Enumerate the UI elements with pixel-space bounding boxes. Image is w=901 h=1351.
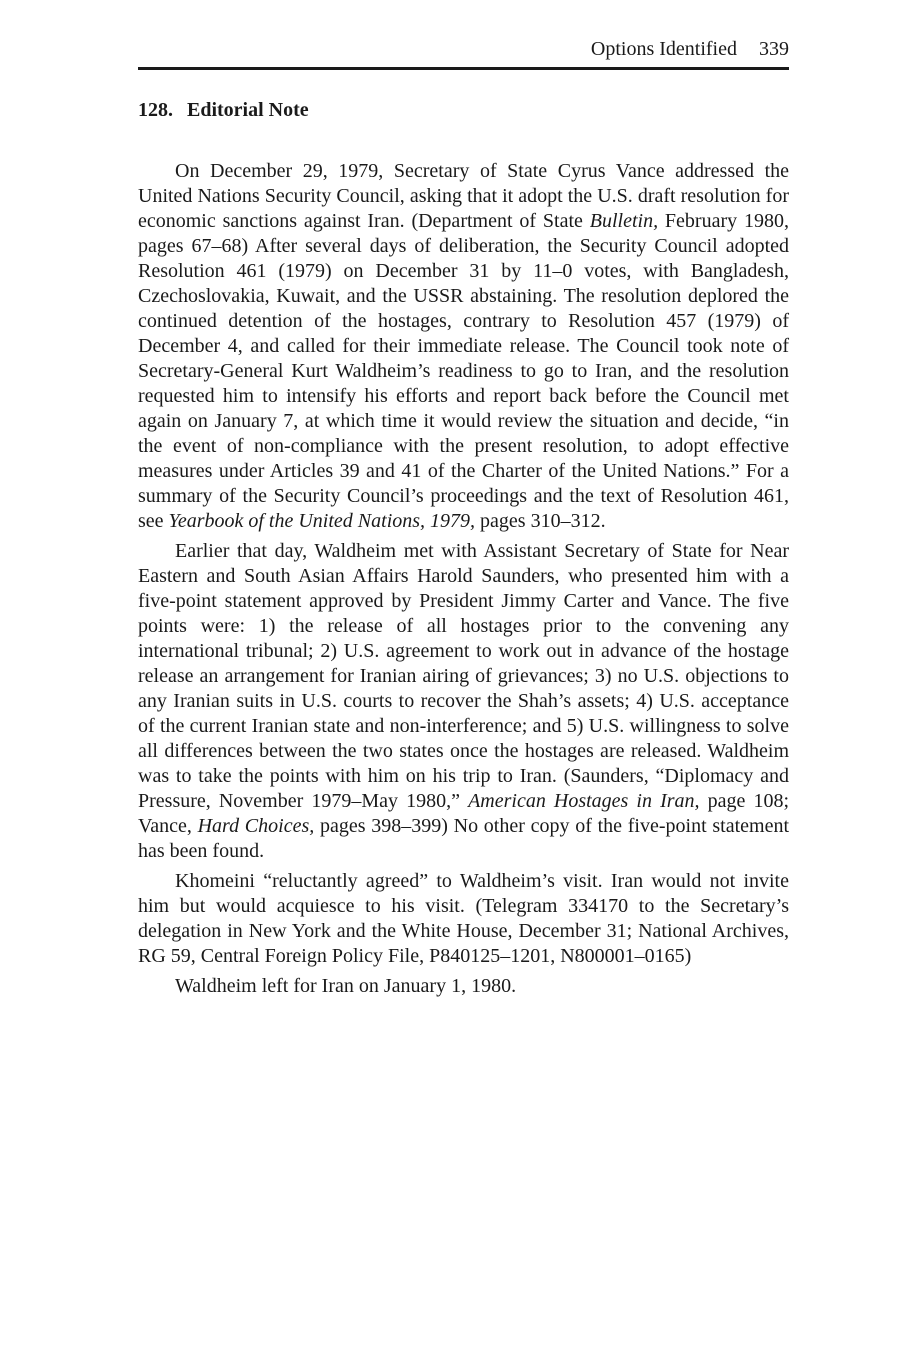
text-run: Khomeini “reluctantly agreed” to Waldheim’s visit. Iran would not invite him but would acquiesce to his visit. (Telegram 334170 to the Secretary’s delegation in New York and the White House, December 31; National Archives, RG 59, Central Foreign Policy File, P840125–1201, N800001–0165)	[138, 870, 789, 967]
text-run: Waldheim left for Iran on January 1, 1980.	[175, 975, 517, 997]
running-header	[138, 36, 789, 64]
text-run: pages 398–399) No other copy of the five-point statement has been found.	[138, 815, 790, 862]
paragraph	[138, 539, 789, 864]
document-number: 128.	[138, 99, 173, 121]
paragraph	[138, 159, 789, 534]
running-title: Options Identified	[590, 38, 737, 60]
text-run: Earlier that day, Waldheim met with Assistant Secretary of State for Near Eastern and South Asian Affairs Harold Saunders, who presented him with a five-point statement approved by President Jimmy Carter and Vance. The five points were: 1) the release of all hostages prior to the convening any international tribunal; 2) U.S. agreement to work out in advance of the hostage release an arrangement for Iranian airing of grievances; 3) no U.S. objections to any Iranian suits in U.S. courts to recover the Shah’s assets; 4) U.S. acceptance of the current Iranian state and non-interference; and 5) U.S. willingness to solve all differences between the two states once the hostages are released. Waldheim was to take the points with him on his trip to Iran. (Saunders, “Diplomacy and Pressure, November 1979–May 1980,”	[138, 540, 789, 812]
italic-citation: Yearbook of the United Nations, 1979,	[168, 510, 476, 532]
italic-citation: Bulletin,	[589, 210, 659, 232]
document-body	[138, 159, 789, 999]
italic-citation: American Hostages in Iran,	[468, 790, 700, 812]
document-heading	[138, 98, 789, 122]
text-run: February 1980, pages 67–68) After several days of deliberation, the Security Council adopted Resolution 461 (1979) on December 31 by 11–0 votes, with Bangladesh, Czechoslovakia, Kuwait, and the USSR abstaining. The resolution deplored the continued detention of the hostages, contrary to Resolution 457 (1979) of December 4, and called for their immediate release. The Council took note of Secretary-General Kurt Waldheim’s readiness to go to Iran, and the resolution requested him to intensify his efforts and report back before the Council met again on January 7, at which time it would review the situation and decide, “in the event of non-compliance with the present resolution, to adopt effective measures under Articles 39 and 41 of the Charter of the United Nations.” For a summary of the Security Council’s proceedings and the text of Resolution 461, see	[138, 210, 789, 532]
document-title: Editorial Note	[187, 99, 309, 121]
page-number: 339	[759, 38, 789, 60]
text-run: pages 310–312.	[475, 510, 606, 532]
page	[138, 36, 789, 1004]
paragraph	[138, 869, 789, 969]
text-run: page 108; Vance,	[138, 790, 789, 837]
italic-citation: Hard Choices,	[197, 815, 315, 837]
text-run: On December 29, 1979, Secretary of State Cyrus Vance addressed the United Nations Security Council, asking that it adopt the U.S. draft resolution for economic sanctions against Iran. (Department of State	[138, 160, 789, 232]
paragraph	[138, 974, 789, 999]
header-rule	[138, 67, 789, 70]
